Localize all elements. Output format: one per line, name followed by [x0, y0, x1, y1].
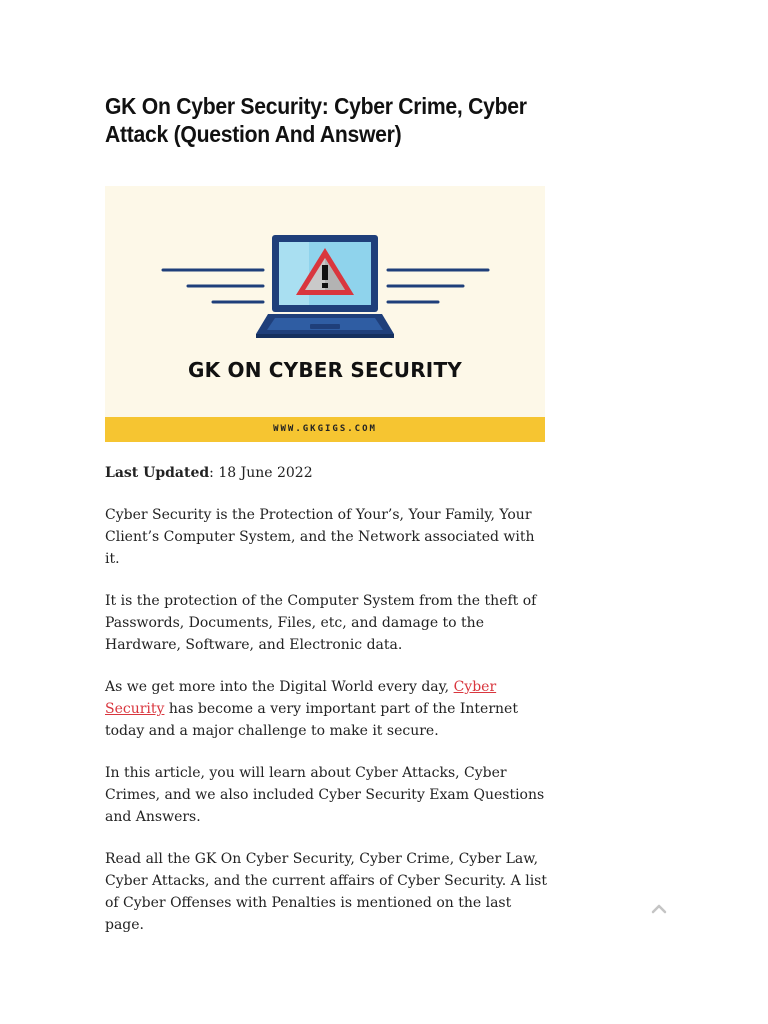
- last-updated: [105, 462, 550, 484]
- paragraph-protection: It is the protection of the Computer System from the theft of Passwords, Documents, Files, etc, and damage to the Hardware, Software, and Electronic data.: [105, 593, 537, 653]
- chevron-up-icon: [648, 900, 670, 918]
- article-body: [105, 462, 550, 956]
- last-updated-value: : 18 June 2022: [209, 465, 313, 481]
- article-header: [105, 92, 547, 148]
- paragraph-text-before-link: As we get more into the Digital World every day,: [105, 679, 454, 695]
- hero-heading: GK ON CYBER SECURITY: [188, 358, 462, 382]
- hero-image: [105, 186, 545, 442]
- paragraph-intro: Cyber Security is the Protection of Your’s, Your Family, Your Client’s Computer System, and the Network associated with it.: [105, 507, 535, 567]
- paragraph-text-after-link: has become a very important part of the Internet today and a major challenge to make it secure.: [105, 701, 518, 739]
- hero-url-text: WWW.GKGIGS.COM: [273, 424, 377, 434]
- paragraph-article-overview: In this article, you will learn about Cyber Attacks, Cyber Crimes, and we also included Cyber Security Exam Questions and Answers.: [105, 765, 545, 825]
- page-title: GK On Cyber Security: Cyber Crime, Cyber Attack (Question And Answer): [105, 93, 527, 147]
- scroll-to-top-button[interactable]: [648, 900, 670, 918]
- motion-lines-left-icon: [163, 270, 263, 302]
- last-updated-label: Last Updated: [105, 465, 210, 481]
- paragraph-read-all: Read all the GK On Cyber Security, Cyber Crime, Cyber Law, Cyber Attacks, and the current affairs of Cyber Security. A list of Cyber Offenses with Penalties is mentioned on the last page.: [105, 851, 547, 933]
- paragraph-digital-world: [105, 676, 550, 742]
- cyber-security-link[interactable]: Cyber Security: [105, 679, 497, 717]
- motion-lines-right-icon: [388, 270, 488, 302]
- laptop-warning-icon: [105, 186, 545, 442]
